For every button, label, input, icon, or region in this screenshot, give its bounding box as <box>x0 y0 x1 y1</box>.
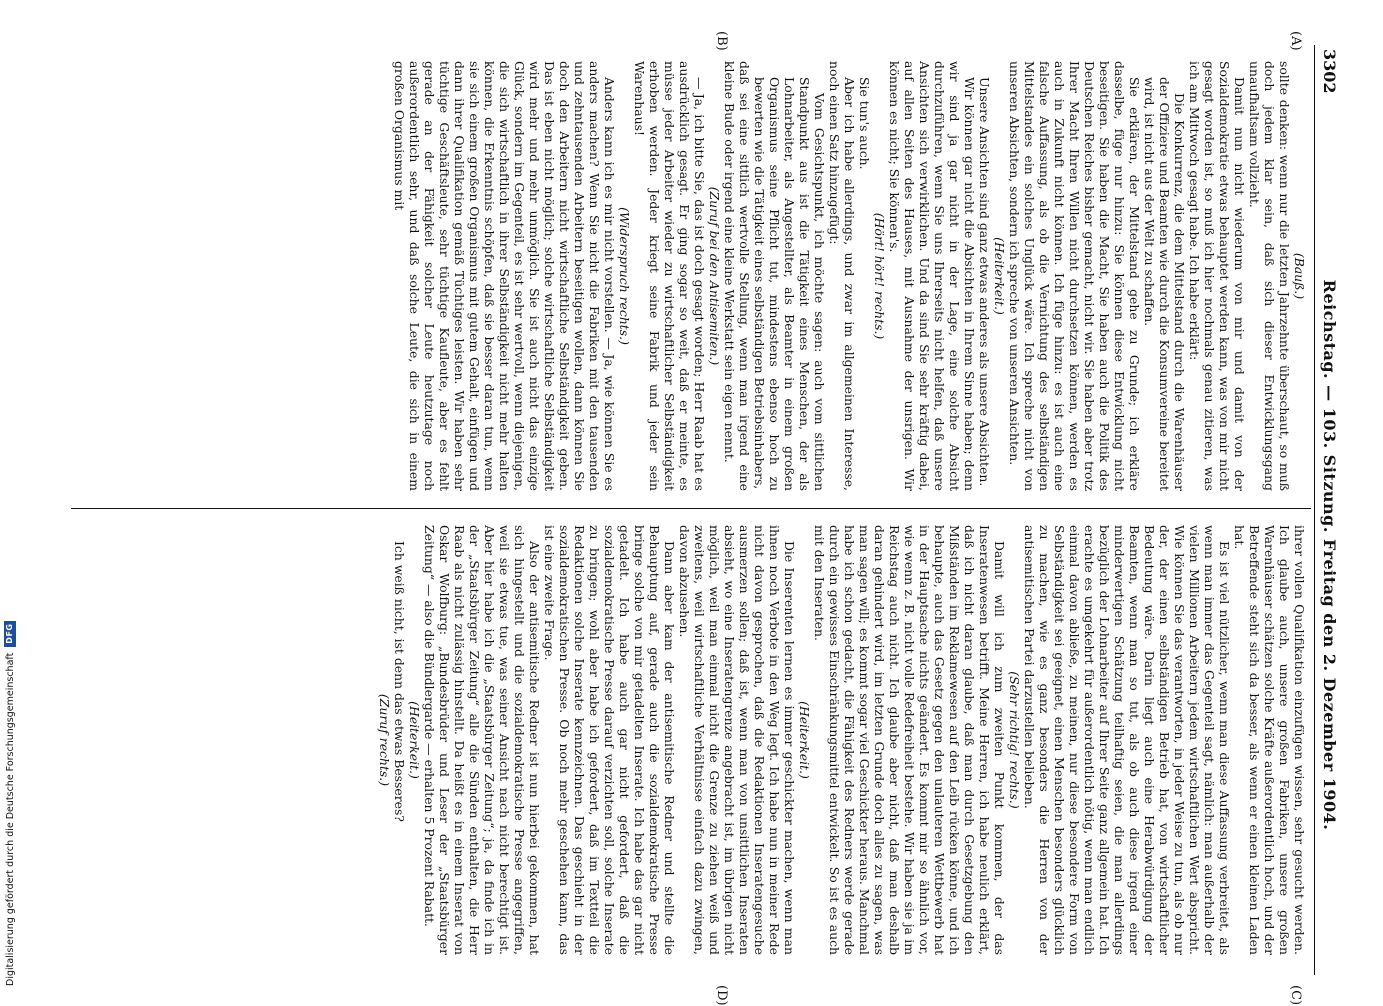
paragraph: Sie tun's auch. <box>857 77 872 170</box>
paragraph: ihrer vollen Qualifikation einzufügen wissen, sehr gesucht werden. Ich glaube auch, unsere großen Fabriken, unsere großen Warenhäuser schätzen solche Kräfte außerordentlich hoch, und der Betreffende steht sich da besser, als wenn er einen kleinen Laden hat. <box>1232 525 1307 955</box>
digitization-credit <box>4 621 16 986</box>
scanned-page <box>65 31 1341 1006</box>
interjection: (Heiterkeit.) <box>992 237 1007 315</box>
paragraph: Also der antisemitische Redner ist nun hierbei gekommen, hat sich hingestellt und die sozialdemokratische Presse angegriffen, weil sie etwas tue, was seiner Ansicht nach nicht berechtigt ist. Aber hier habe ich die „Staatsbürger Zeitung“; ja, da finde ich in der „Staatsbürger Zeitung“ alle die Sünden enthalten, die Herr Raab als nicht zulässig hinstellt. Da heißt es in einem Inserat von Oskar Wolfburg: „Bundesbrüder und Leser der „Staatsbürger Zeitung“ — also die Bündlergarde — erhalten 5 Prozent Rabatt. <box>422 525 542 955</box>
page-header-title: Reichstag. — 103. Sitzung. Freitag den 2. Dezember 1904. <box>1320 279 1339 831</box>
credit-text: Digitalisierung gefördert durch die Deutsche Forschungsgemeinschaft <box>4 652 16 986</box>
header-rule <box>1314 45 1315 975</box>
margin-marker-d: (D) <box>714 985 729 1006</box>
interjection: (Zuruf bei den Antisemiten.) <box>707 186 722 366</box>
interjection: (Heiterkeit.) <box>407 701 422 779</box>
quotation: Vom Gesichtspunkt, ich möchte sagen: auch vom sittlichen Standpunkt aus ist die Tätigkeit eines Menschen, der als Lohnarbeiter, als Angestellter, als Beamter in einem großen Organismus seine Pflicht tut, mindestens ebenso hoch zu bewerten wie die Tätigkeit eines selbständigen Betriebsinhabers, <box>752 77 827 491</box>
column-divider <box>71 508 1311 509</box>
margin-marker-b: (B) <box>714 31 729 51</box>
paragraph: — Ja, ich bitte Sie, das ist doch gesagt worden; Herr Raab hat es ausdrücklich gesagt. Er ging sogar so weit, daß er meinte, es müsse jeder Arbeiter wieder zu wirtschaftlicher Selbständigkeit erhoben werden. Jeder kriegt seine Fabrik und jeder sein Warenhaus! <box>632 61 707 491</box>
paragraph: Aber ich habe allerdings, und zwar im allgemeinen Interesse, noch einen Satz hinzugefügt: <box>827 61 857 491</box>
paragraph: daß sei eine sittlich wertvolle Stellung, wenn man irgend eine kleine Bude oder irgend eine kleine Werkstatt sein eigen nennt. <box>722 61 752 491</box>
page-number: 3302 <box>1320 49 1339 94</box>
right-column <box>71 525 1307 955</box>
paragraph: Ich weiß nicht, ist denn das etwas Besseres? <box>392 541 407 822</box>
paragraph: Damit will ich zum zweiten Punkt kommen, der das Inseratenwesen betrifft. Meine Herren, ich habe neulich erklärt, daß ich nicht daran glaube, daß man durch Gesetzgebung den Mißständen im Reklamewesen auf den Leib rücken könne, und ich behaupte, auch das Gesetz gegen den unlauteren Wettbewerb hat in der Hauptsache nichts geändert. Es kommt mir so ähnlich vor, wie wenn z. B. nicht volle Redefreiheit bestehe. Wir haben sie ja im Reichstag auch nicht. Ich glaube aber nicht, daß man deshalb daran gehindert wird, im letzten Grunde doch alles zu sagen, was man sagen will; es kommt sogar viel Geschickter heraus. Manchmal habe ich schon gedacht, die Fähigkeit des Redners werde gerade durch ein gewisses Einschränkungsmittel entwickelt. So ist es auch mit den Inseraten. <box>812 525 1007 955</box>
paragraph: Wir können gar nicht die Absichten in Ihrem Sinne haben; denn wir sind ja gar nicht in der Lage, eine solche Absicht durchzuführen, wenn Sie uns Ihrerseits nicht helfen, daß unsere Ansichten sich verwirklichen. Und da sind Sie sehr kräftig dabei, auf allen Seiten des Hauses, mit Ausnahme der unsrigen. Wir können es nicht; Sie können's. <box>887 61 977 491</box>
paragraph: Unsere Ansichten sind ganz etwas anderes als unsere Absichten. <box>977 77 992 487</box>
dfg-logo: DFG <box>4 621 16 647</box>
interjection: (Heiterkeit.) <box>797 701 812 779</box>
paragraph: Anders kann ich es mir nicht vorstellen. — Ja, wie können Sie es anders machen? Wenn Sie nicht die Fabriken mit den tausenden und zehntausenden Arbeitern beseitigen wollen, dann können Sie doch den Arbeitern nicht wirtschaftliche Selbständigkeit geben. Das ist eben nicht möglich; solche wirtschaftliche Selbständigkeit wird mehr und mehr unmöglich. Sie ist auch nicht das einzige Glück, sondern im Gegenteil, es ist sehr wertvoll, wenn diejenigen, die sich wirtschaftlich in ihrer Selbständigkeit nicht mehr halten können, die Erkenntnis schöpfen, daß sie besser daran tun, wenn sie sich einem großen Organismus mit gutem Gehalt, einfügen und dann ihrer Qualifikation gemäß Tüchtiges leisten. Wir haben sehr tüchtige Geschäftsleute, sehr tüchtige Kaufleute, aber es fehlt gerade an der Fähigkeit solcher Leute heutzutage noch außerordentlich sehr, und daß solche Leute, die sich in einem großen Organismus mit <box>392 61 617 491</box>
interjection: (Zuruf rechts.) <box>377 693 392 787</box>
paragraph: Es ist viel nützlicher, wenn man diese Auffassung verbreitet, als wenn man immer das Gegenteil sagt, nämlich: man außerhalb der vielen Millionen Arbeitern jedem wirtschaftlichen Wert abspricht. Wie können Sie das verantworten, in jeder Weise zu tun, als ob nur der, der einen selbständigen Betrieb hat, von wirtschaftlicher Bedeutung wäre. Darin liegt auch eine Herabwürdigung der Beamten, wenn man so tut, als ob auch diese irgend einer minderwertigen Schätzung teilhaftig seien, die man allerdings bezüglich der Lohnarbeiter auf Ihrer Seite ganz allgemein hat. Ich erachte es umgekehrt für außerordentlich nötig, wenn man endlich einmal davon abließe, zu meinen, nur diese besondere Form von Selbständigkeit sei geeignet, einen Menschen besonders glücklich zu machen, wie es ganz besonders die Herren von der antisemitischen Partei darzustellen belieben. <box>1022 525 1232 955</box>
interjection: (Widerspruch rechts.) <box>617 207 632 345</box>
margin-marker-c: (C) <box>1288 985 1303 1006</box>
interjection: (Sehr richtig! rechts.) <box>1007 671 1022 809</box>
paragraph: Sie erklären, der Mittelstand gehe zu Grunde; ich erkläre dasselbe, füge nur hinzu: Sie können diese Entwicklung nicht beseitigen. Sie haben die Macht, Sie haben auch die Politik des Deutschen Reiches bisher gemacht, nicht wir. Sie haben aber trotz Ihrer Macht Ihren Willen nicht durchsetzen können, werden es auch in Zukunft nicht können. Ich füge hinzu: es ist auch eine falsche Auffassung, als ob die Vernichtung des selbständigen Mittelstandes ein solches Unglück wäre. Ich spreche nicht von unseren Absichten, sondern ich spreche von unseren Ansichten. <box>1007 61 1142 491</box>
quotation: Die Konkurrenz, die dem Mittelstand durch die Warenhäuser der Offiziere und Beamten wie durch die Konsumvereine bereitet wird, ist nicht aus der Welt zu schaffen. <box>1142 77 1187 491</box>
paragraph: Die Inserenten lernen es immer geschickter machen, wenn man ihnen noch Verbote in den Weg legt. Ich habe nun in meiner Rede nicht davon gesprochen, daß die Redaktionen Inseratengesuche ausmerzen sollen; daß ist, wenn man von unsittlichen Inseraten absieht, wo eine Inseratengrenze angebracht ist, im übrigen nicht möglich, weil man einmal nicht die Grenze zu ziehen weiß und zweitens, weil wirtschaftliche Verhältnisse einfach dazu zwingen, davon abzusehen. <box>677 525 797 955</box>
paragraph: Dann aber kam der antisemitische Redner und stellte die Behauptung auf, gerade auch die sozialdemokratische Presse bringe solche von mir getadelten Inserate. Ich habe das gar nicht getadelt. Ich habe auch gar nicht gefordert, daß die sozialdemokratische Presse darauf verzichten soll, solche Inserate zu bringen; wohl aber habe ich gefordert, daß im Textteil die Redaktionen solche Inserate kennzeichnen. Das geschieht in der sozialdemokratischen Presse. Ob noch mehr geschehen kann, das ist eine zweite Frage. <box>542 525 677 955</box>
margin-marker-a: (A) <box>1288 31 1303 51</box>
running-header <box>1317 45 1341 975</box>
paragraph: sollte denken: wenn nur die letzten Jahrzehnte überschaut, so muß doch jedem klar sein, daß sich dieser Entwicklungsgang unaufhaltsam vollzieht. <box>1247 61 1292 491</box>
interjection: (Hört! hört! rechts.) <box>872 212 887 340</box>
paragraph: Damit nun nicht wiederum von mir und damit von der Sozialdemokratie etwas behauptet werden kann, was von mir nicht gesagt worden ist, so muß ich hier nochmals genau zitieren, was ich am Mittwoch gesagt habe. Ich habe erklärt: <box>1187 61 1247 491</box>
left-column <box>71 61 1307 491</box>
speaker-name: (Bauß.) <box>1292 252 1307 300</box>
